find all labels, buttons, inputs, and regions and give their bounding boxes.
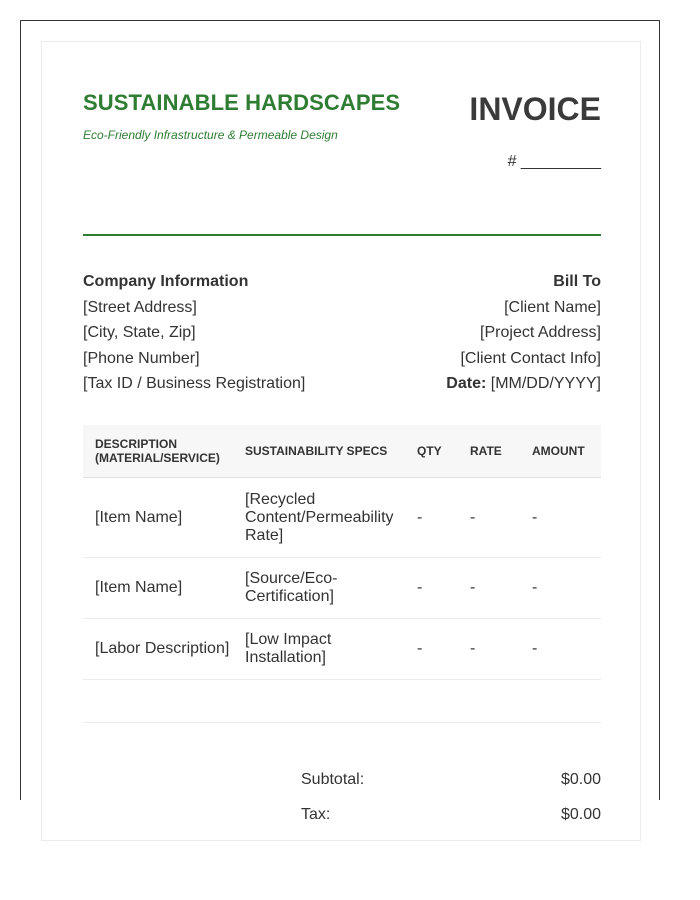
cell-qty: -	[405, 619, 458, 680]
cell-rate: -	[458, 619, 520, 680]
company-information	[83, 269, 305, 397]
table-row	[83, 558, 601, 619]
document-viewport	[20, 20, 660, 823]
client-name: [Client Name]	[504, 298, 601, 316]
tax-label: Tax:	[301, 806, 331, 823]
cell-specs: [Source/Eco-Certification]	[233, 558, 405, 619]
cell-rate: -	[458, 558, 520, 619]
column-header-description: DESCRIPTION (MATERIAL/SERVICE)	[83, 425, 233, 478]
table-header-row	[83, 425, 601, 478]
invoice-content	[83, 42, 601, 843]
subtotal-value: $0.00	[560, 771, 601, 788]
company-name: SUSTAINABLE HARDSCAPES	[83, 90, 401, 115]
company-info-heading: Company Information	[83, 273, 249, 290]
company-city: [City, State, Zip]	[83, 324, 196, 341]
cell-amount: -	[520, 619, 601, 680]
invoice-date	[446, 371, 601, 397]
column-header-rate: RATE	[458, 425, 520, 478]
totals-section	[83, 723, 601, 843]
cell-rate: -	[458, 478, 520, 558]
date-label: Date:	[446, 375, 487, 392]
company-tagline: Eco-Friendly Infrastructure & Permeable Design	[83, 128, 338, 142]
cell-specs: [Low Impact Installation]	[233, 619, 405, 680]
invoice-number: # _________	[507, 153, 601, 170]
invoice-header	[83, 42, 601, 236]
invoice-page	[41, 41, 641, 841]
company-phone: [Phone Number]	[83, 349, 200, 367]
column-header-amount: AMOUNT	[520, 425, 601, 478]
line-items-table	[83, 425, 601, 680]
company-street: [Street Address]	[83, 298, 197, 316]
company-tax-id: [Tax ID / Business Registration]	[83, 375, 306, 392]
column-header-specs: SUSTAINABILITY SPECS	[233, 425, 405, 478]
cell-amount: -	[520, 558, 601, 619]
cell-qty: -	[405, 558, 458, 619]
invoice-title: INVOICE	[469, 91, 601, 127]
bill-to-heading: Bill To	[553, 273, 601, 290]
cell-qty: -	[405, 478, 458, 558]
cell-description: [Item Name]	[83, 478, 233, 558]
table-row	[83, 619, 601, 680]
column-header-qty: QTY	[405, 425, 458, 478]
project-address: [Project Address]	[480, 324, 601, 341]
cell-specs: [Recycled Content/Permeability Rate]	[233, 478, 405, 558]
subtotal-label: Subtotal:	[301, 771, 365, 788]
date-value: [MM/DD/YYYY]	[486, 375, 601, 392]
cell-amount: -	[520, 478, 601, 558]
cell-description: [Item Name]	[83, 558, 233, 619]
tax-value: $0.00	[560, 806, 601, 823]
client-contact: [Client Contact Info]	[460, 349, 601, 367]
bill-to	[446, 269, 601, 397]
info-section	[83, 236, 601, 425]
cell-description: [Labor Description]	[83, 619, 233, 680]
table-row	[83, 478, 601, 558]
